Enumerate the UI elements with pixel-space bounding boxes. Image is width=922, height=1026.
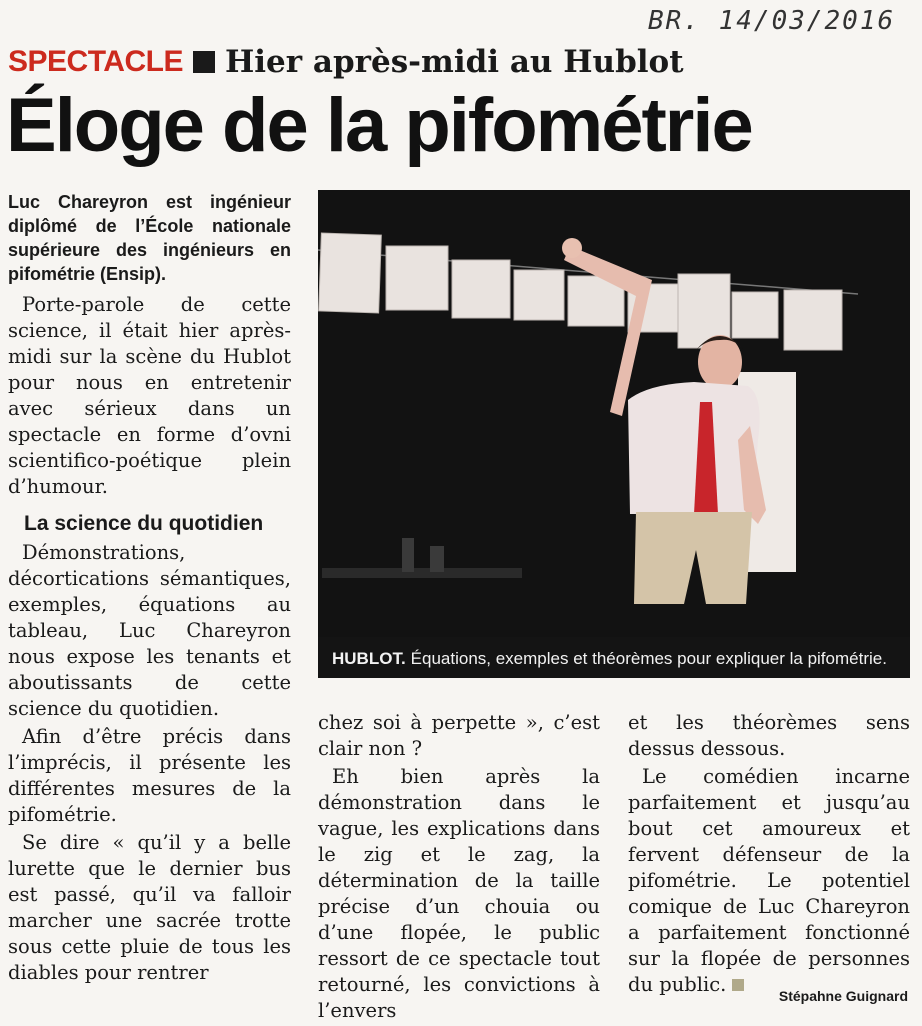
article-column-3 bbox=[628, 710, 910, 1000]
lead-paragraph: Luc Chareyron est ingénieur diplômé de l’École nationale supérieure des ingénieurs en pifométrie (Ensip). bbox=[8, 192, 291, 284]
stage-photo bbox=[318, 190, 910, 678]
caption-text: Équations, exemples et théorèmes pour expliquer la pifométrie. bbox=[410, 649, 887, 668]
headline: Éloge de la pifométrie bbox=[6, 83, 752, 168]
handwritten-date-note: BR. 14/03/2016 bbox=[648, 6, 896, 36]
article-column-1 bbox=[8, 190, 291, 988]
paragraph-text: Le comédien incarne parfaitement et jusqu’au bout cet amoureux et fervent défenseur de la pifométrie. Le potentiel comique de Luc Chareyron a parfaitement fonctionné sur la flopée de personnes du public. bbox=[628, 765, 910, 996]
paragraph-continuation: chez soi à perpette », c’est clair non ? bbox=[318, 711, 600, 760]
paragraph: Afin d’être précis dans l’imprécis, il présente les différentes mesures de la pifométrie. bbox=[8, 725, 291, 826]
byline: Stépahne Guignard bbox=[778, 988, 908, 1004]
paragraph-continuation: et les théorèmes sens dessus dessous. bbox=[628, 711, 910, 760]
section-subhead: La science du quotidien bbox=[24, 512, 264, 535]
performer-illustration bbox=[318, 190, 910, 678]
photo-caption bbox=[318, 637, 910, 678]
paragraph: Se dire « qu’il y a belle lurette que le dernier bus est passé, qu’il va falloir marcher une sacrée trotte sous cette pluie de tous les diables pour rentrer bbox=[8, 831, 291, 984]
article-column-2 bbox=[318, 710, 600, 1026]
paragraph-final bbox=[628, 764, 910, 998]
rubric-label: SPECTACLE bbox=[8, 45, 183, 78]
kicker bbox=[8, 44, 684, 80]
paragraph: Porte-parole de cette science, il était hier après-midi sur la scène du Hublot pour nous en entretenir avec sérieux dans un spectacle en forme d’ovni scientifico-poétique plein d’humour. bbox=[8, 293, 291, 498]
square-bullet-icon bbox=[193, 51, 215, 73]
caption-lead: HUBLOT. bbox=[332, 649, 406, 668]
end-of-article-mark-icon bbox=[732, 979, 744, 991]
kicker-subtitle: Hier après-midi au Hublot bbox=[224, 44, 684, 80]
paragraph: Démonstrations, décortications sémantiques, exemples, équations au tableau, Luc Chareyron nous expose les tenants et aboutissants de cette science du quotidien. bbox=[8, 541, 291, 720]
paragraph: Eh bien après la démonstration dans le vague, les explications dans le zig et le zag, la détermination de la taille précise d’un chouia ou d’une flopée, le public ressort de ce spectacle tout retourné, les convictions à l’envers bbox=[318, 765, 600, 1022]
